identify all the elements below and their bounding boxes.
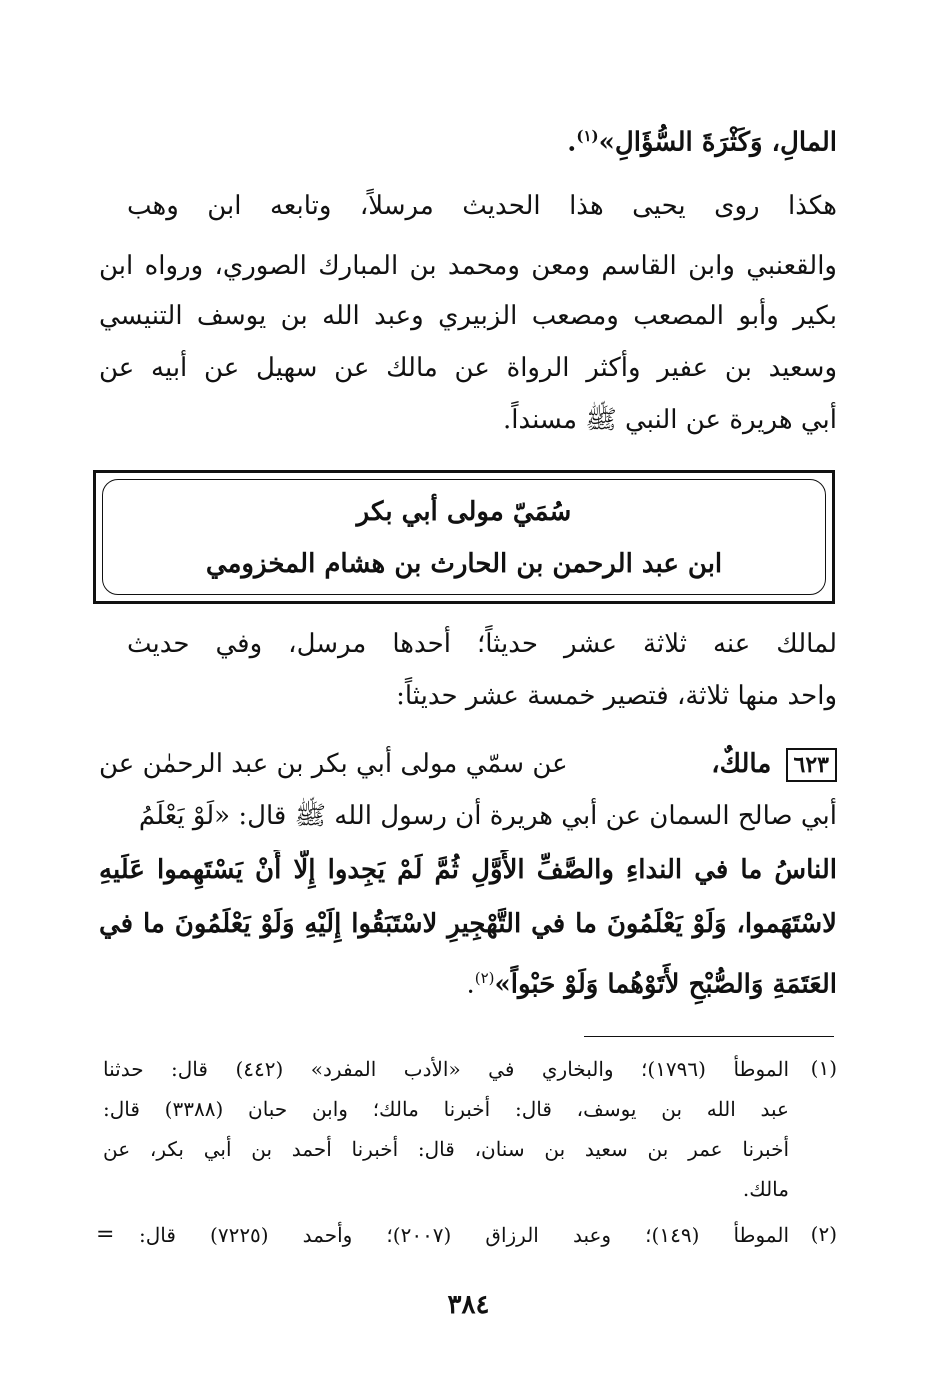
footnote-marker-2[interactable]: (٢) [474, 969, 495, 987]
footnote-marker-1[interactable]: (١) [576, 127, 599, 145]
footnote-continuation-mark: = [96, 1222, 115, 1247]
hadith-line-1 [99, 744, 837, 784]
hadith-narrator: مالكٌ، [711, 749, 772, 779]
footnote-2-line-1: الموطأ (١٤٩)؛ وعبد الرزاق (٢٠٠٧)؛ وأحمد (٧٢٢٥) قال: [139, 1223, 789, 1247]
page-number: ٣٨٤ [447, 1290, 490, 1320]
top-line-text: المالِ، وَكَثْرَةَ السُّؤَالِ» [598, 127, 837, 158]
footnote-separator [584, 1036, 834, 1037]
hadith-line-2-text: أبي صالح السمان عن أبي هريرة أن رسول الله ﷺ قال: «لَوْ يَعْلَمُ [138, 801, 837, 831]
para1-line-5: أبي هريرة عن النبي ﷺ مسنداً. [502, 405, 837, 435]
footnote-1-line-3: أخبرنا عمر بن سعيد بن سنان، قال: أخبرنا أحمد بن أبي بكر، عن [103, 1137, 789, 1161]
chapter-heading-title: سُمَيّ مولى أبي بكر [356, 497, 572, 527]
footnote-1-number: (١) [810, 1056, 837, 1080]
chapter-heading-subtitle: ابن عبد الرحمن بن الحارث بن هشام المخزومي [205, 549, 723, 579]
hadith-head [711, 744, 837, 784]
hadith-line-2 [99, 796, 837, 836]
top-line [99, 116, 837, 163]
hadith-line-5 [99, 958, 837, 1005]
hadith-line-3: الناسُ ما في النداءِ والصَّفِّ الأَوَّلِ ثُمَّ لَمْ يَجِدوا إِلَّا أَنْ يَسْتَهِموا عَلَيهِ [99, 855, 837, 885]
para1-line-2: والقعنبي وابن القاسم ومعن ومحمد بن المبارك الصوري، ورواه ابن [99, 251, 837, 281]
footnote-2-number: (٢) [810, 1222, 837, 1246]
hadith-line-1-rest: عن سمّي مولى أبي بكر بن عبد الرحمٰن عن [99, 749, 568, 779]
chapter-heading-box [93, 470, 835, 604]
hadith-number-badge: ٦٢٣ [786, 748, 837, 782]
hadith-end: . [466, 969, 475, 1000]
hadith-line-5-text: العَتَمَةِ وَالصُّبْحِ لأَتَوْهُما وَلَوْ حَبْواً» [494, 969, 837, 1000]
footnote-1-line-1: الموطأ (١٧٩٦)؛ والبخاري في «الأدب المفرد» (٤٤٢) قال: حدثنا [103, 1057, 789, 1081]
hadith-line-4: لاسْتَهَموا، وَلَوْ يَعْلَمُونَ ما في التَّهْجِيرِ لاسْتَبَقُوا إِلَيْهِ وَلَوْ يَعْلَمُونَ ما في [99, 909, 837, 939]
para2-line-2: واحد منها ثلاثة، فتصير خمسة عشر حديثاً: [396, 681, 837, 711]
para1-line-3: بكير وأبو المصعب ومصعب الزبيري وعبد الله بن يوسف التنيسي [99, 301, 837, 331]
footnote-1-line-4: مالك. [742, 1177, 789, 1201]
para1-line-1: هكذا روى يحيى هذا الحديث مرسلاً، وتابعه ابن وهب [127, 191, 837, 221]
footnote-1-line-2: عبد الله بن يوسف، قال: أخبرنا مالك؛ وابن حبان (٣٣٨٨) قال: [103, 1097, 789, 1121]
top-line-end: . [567, 127, 577, 158]
para2-line-1: لمالك عنه ثلاثة عشر حديثاً؛ أحدها مرسل، وفي حديث [127, 629, 837, 659]
para1-line-4: وسعيد بن عفير وأكثر الرواة عن مالك عن سهيل عن أبيه عن [99, 353, 837, 383]
